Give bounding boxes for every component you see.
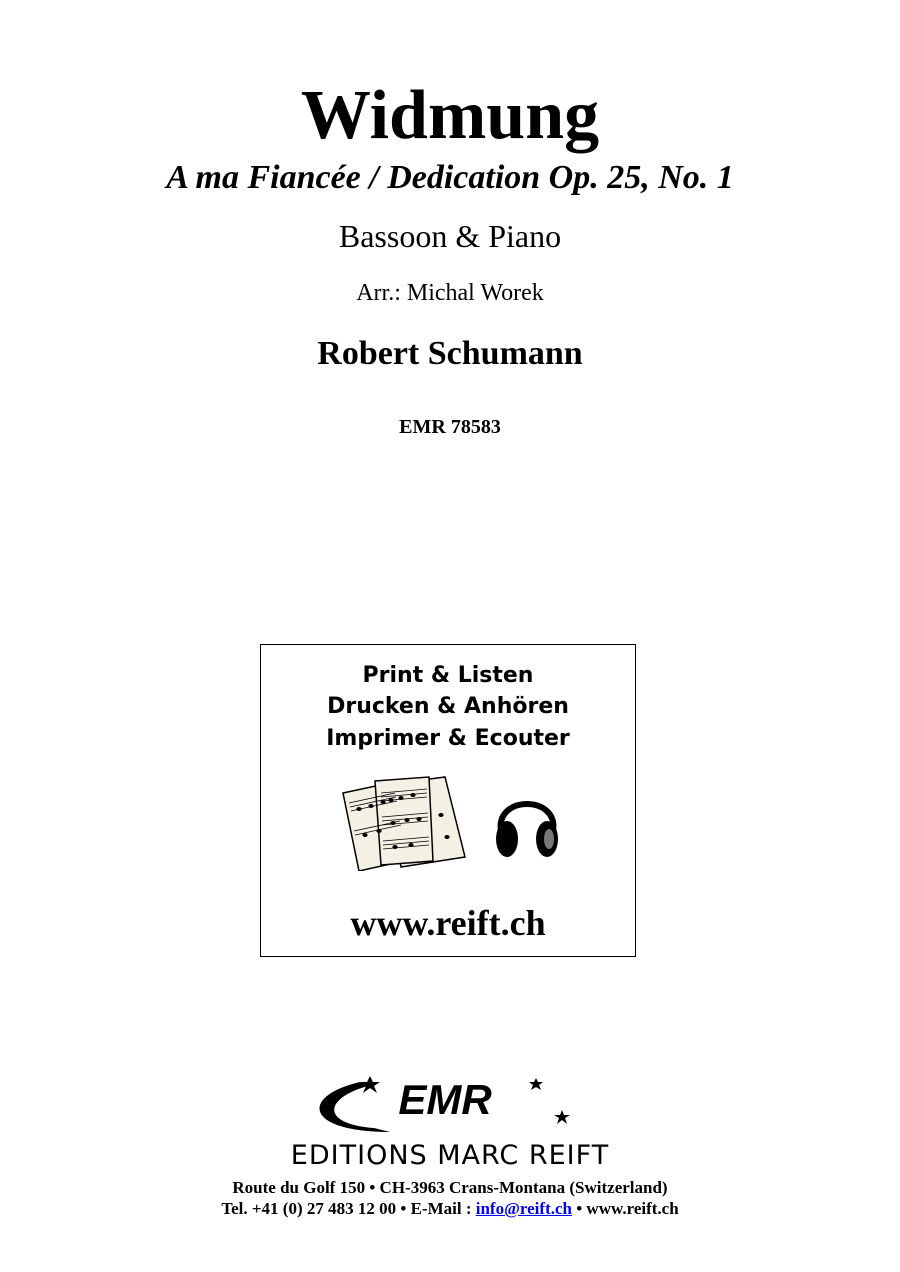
promo-line-english: Print & Listen	[362, 663, 534, 688]
email-link[interactable]: info@reift.ch	[475, 1199, 572, 1218]
print-listen-box	[260, 644, 636, 957]
composer: Robert Schumann	[317, 335, 583, 372]
publisher-brand: EDITIONS MARC REIFT	[290, 1140, 610, 1171]
publisher-address: Route du Golf 150 • CH-3963 Crans-Montana (Switzerland)	[232, 1178, 668, 1197]
promo-line-german: Drucken & Anhören	[327, 694, 569, 719]
promo-line-french: Imprimer & Ecouter	[326, 726, 570, 751]
publisher-contact	[0, 1198, 900, 1220]
promo-url[interactable]: www.reift.ch	[350, 903, 546, 943]
catalog-number: EMR 78583	[399, 416, 501, 438]
emr-logo-text: EMR	[398, 1076, 492, 1123]
emr-logo	[300, 1072, 590, 1138]
contact-website: • www.reift.ch	[571, 1199, 679, 1218]
contact-phone: Tel. +41 (0) 27 483 12 00 • E-Mail :	[221, 1199, 476, 1218]
piece-title: Widmung	[300, 77, 600, 154]
sheet-music-icon	[341, 775, 467, 871]
instrumentation: Bassoon & Piano	[338, 218, 562, 254]
arranger: Arr.: Michal Worek	[356, 280, 544, 306]
piece-subtitle: A ma Fiancée / Dedication Op. 25, No. 1	[166, 159, 734, 196]
headphones-icon	[491, 785, 563, 865]
